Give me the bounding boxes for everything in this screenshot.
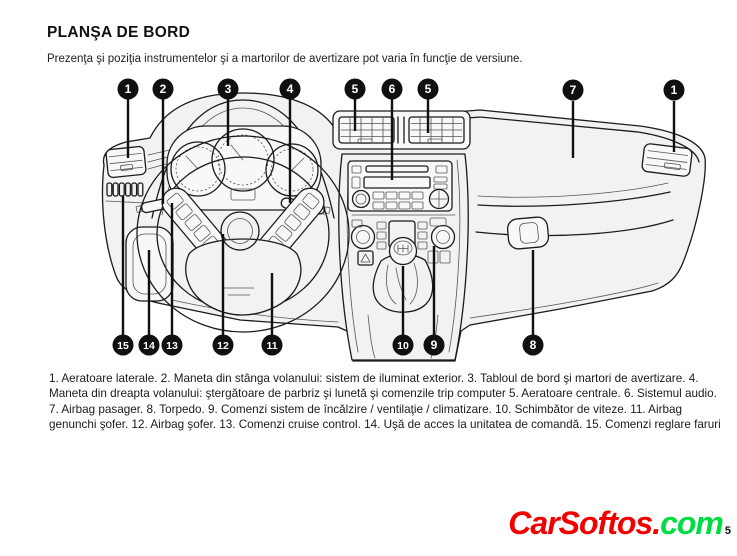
svg-text:1: 1 bbox=[670, 83, 678, 98]
glovebox-door bbox=[507, 216, 549, 249]
svg-text:3: 3 bbox=[224, 82, 232, 97]
svg-text:4: 4 bbox=[286, 82, 294, 97]
svg-text:9: 9 bbox=[430, 338, 438, 353]
logo-part-green: com bbox=[660, 505, 723, 541]
logo-part-red: CarSoftos. bbox=[508, 505, 661, 541]
svg-text:5: 5 bbox=[424, 82, 432, 97]
svg-text:7: 7 bbox=[569, 83, 577, 98]
svg-text:8: 8 bbox=[529, 338, 537, 353]
svg-text:15: 15 bbox=[117, 339, 129, 352]
svg-text:6: 6 bbox=[388, 82, 396, 97]
page-title: PLANŞA DE BORD bbox=[47, 24, 191, 41]
svg-text:10: 10 bbox=[397, 339, 409, 352]
page-subtitle: Prezenţa şi poziţia instrumentelor şi a martorilor de avertizare pot varia în funcţie de versiune. bbox=[47, 53, 523, 65]
svg-text:2: 2 bbox=[159, 82, 167, 97]
central-vents bbox=[333, 111, 470, 149]
audio-system bbox=[348, 161, 452, 211]
legend-text: 1. Aeratoare laterale. 2. Maneta din stânga volanului: sistem de iluminat exterior. 3. Tabloul de bord şi martori de avertizare. 4. Maneta din dreapta volanului: ştergătoare de parbriz şi lunetă şi comenzile trip computer 5. Aeratoare centrale. 6. Sistemul audio. 7. Airbag pasager. 8. Torpedo. 9. Comenzi sistem de încălzire / ventilaţie / climatizare. 10. Schimbător de viteze. 11. Airbag genunchi şofer. 12. Airbag şofer. 13. Comenzi cruise control. 14. Uşă de acces la unitatea de comandă. 15. Comenzi reglare faruri bbox=[49, 372, 721, 432]
svg-text:5: 5 bbox=[351, 82, 359, 97]
carsoftos-logo bbox=[508, 505, 723, 541]
svg-text:12: 12 bbox=[217, 339, 229, 352]
svg-text:11: 11 bbox=[266, 339, 278, 352]
left-side-vent bbox=[106, 146, 147, 178]
svg-text:14: 14 bbox=[143, 339, 155, 352]
page-footer bbox=[508, 505, 731, 542]
svg-text:1: 1 bbox=[124, 82, 132, 97]
svg-text:13: 13 bbox=[166, 339, 178, 352]
right-side-vent bbox=[641, 143, 692, 177]
page-number: 5 bbox=[724, 525, 731, 537]
